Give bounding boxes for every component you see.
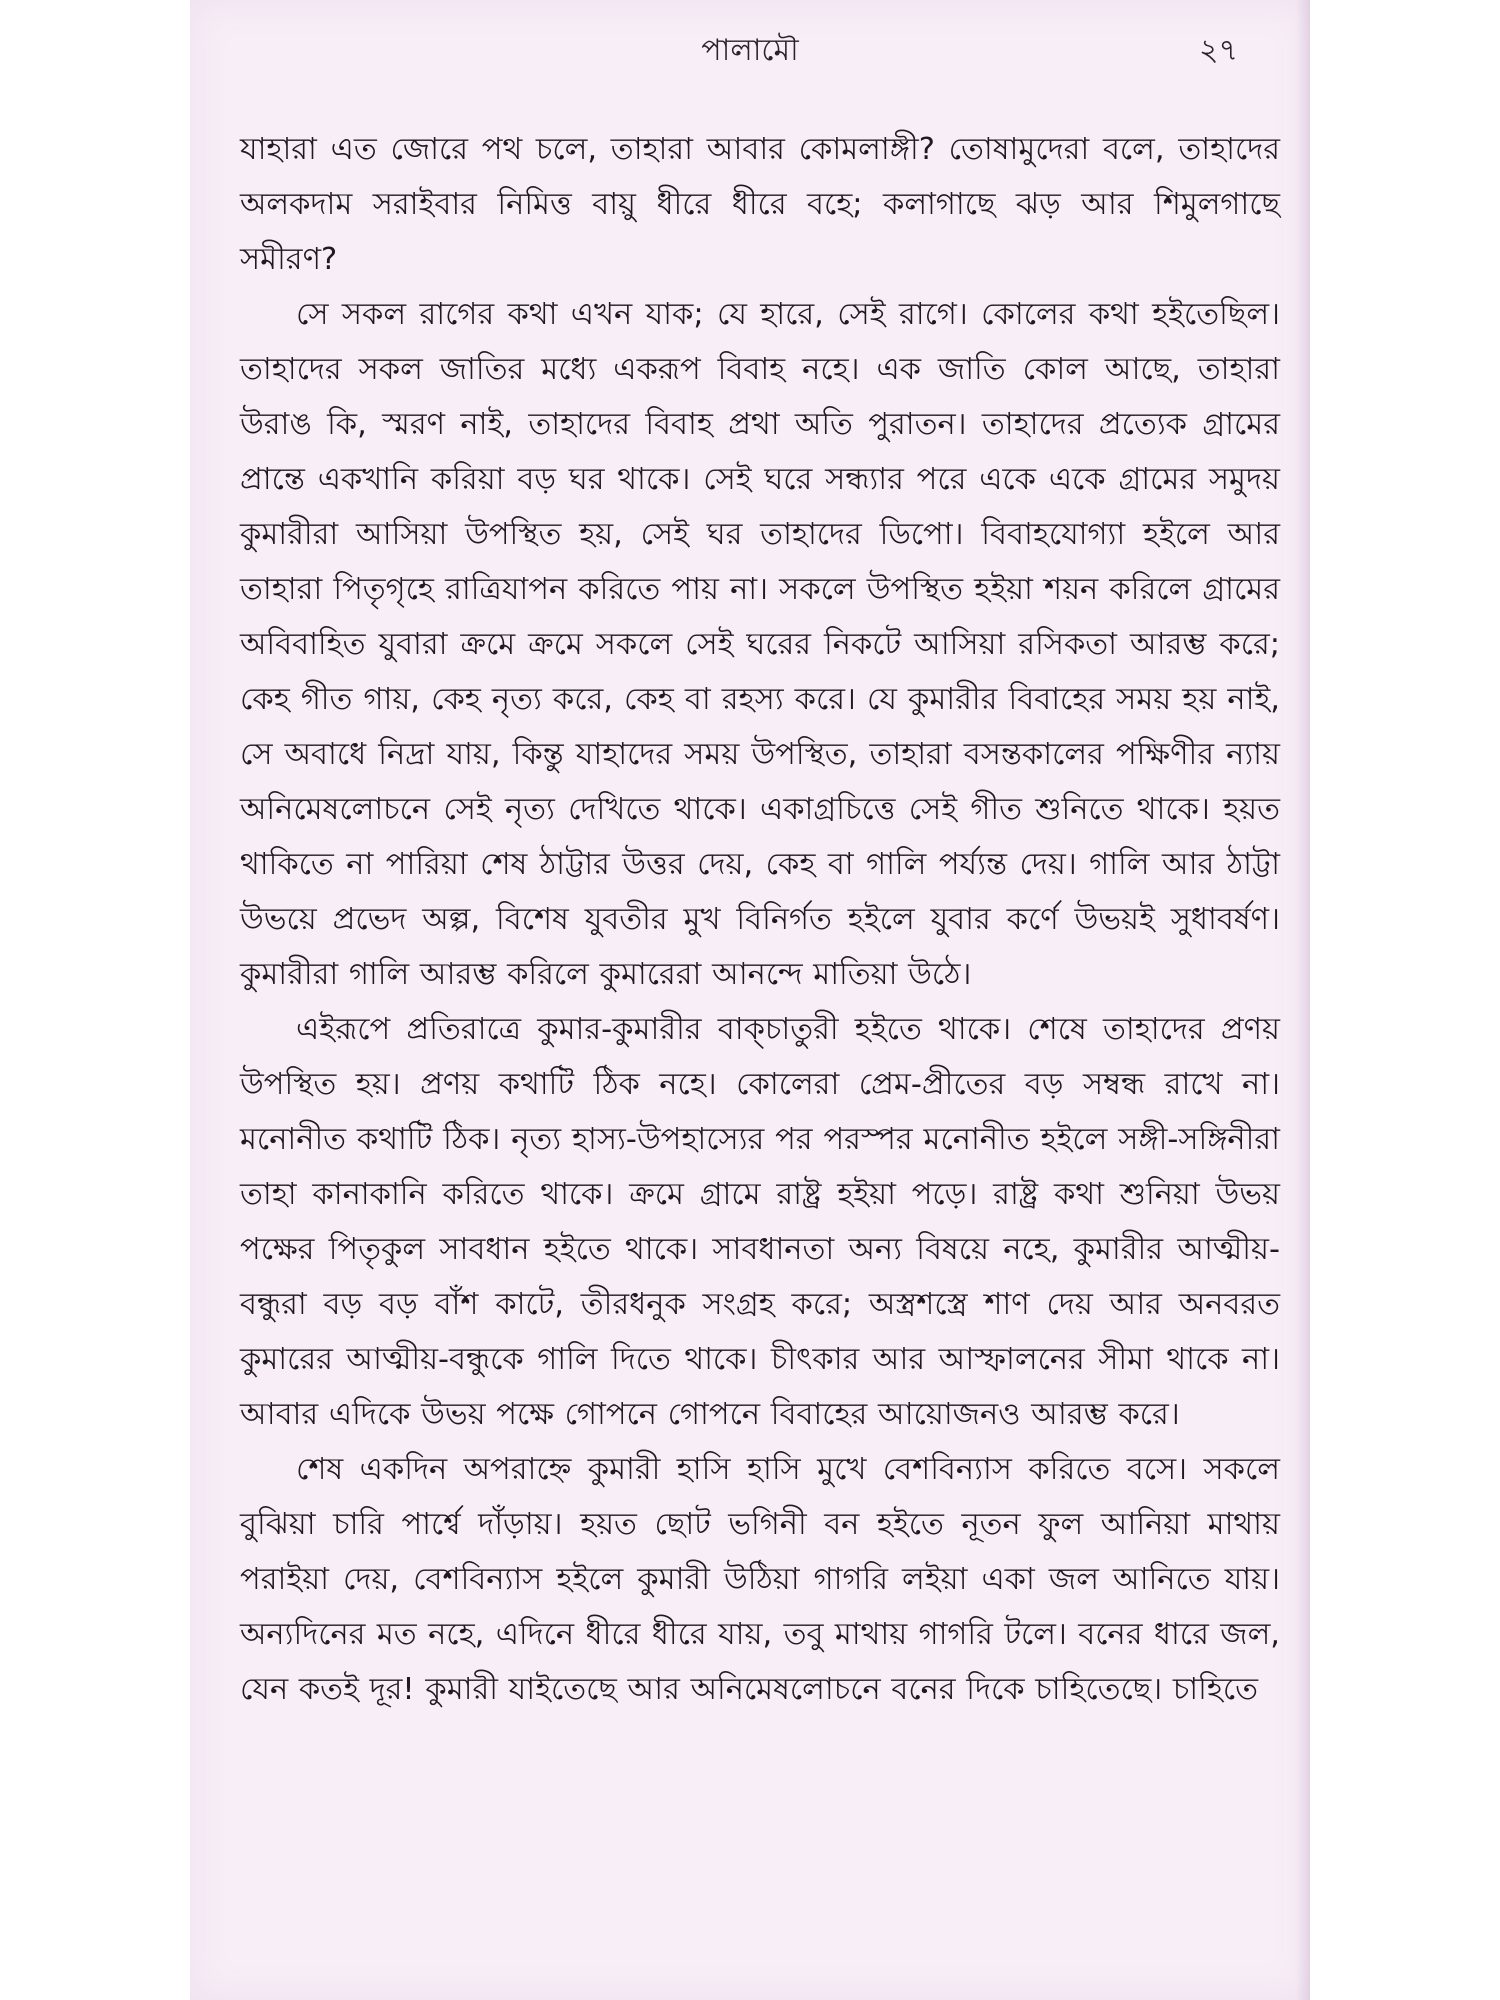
paragraph-1: যাহারা এত জোরে পথ চলে, তাহারা আবার কোমলাঙ্গী? তোষামুদেরা বলে, তাহাদের অলকদাম সরাইবার নিমিত্ত বায়ু ধীরে ধীরে বহে; কলাগাছে ঝড় আর শিমুলগাছে সমীরণ? — [240, 132, 1280, 277]
paragraph-2: সে সকল রাগের কথা এখন যাক; যে হারে, সেই রাগে। কোলের কথা হইতেছিল। তাহাদের সকল জাতির মধ্যে একরূপ বিবাহ নহে। এক জাতি কোল আছে, তাহারা উরাঙ কি, স্মরণ নাই, তাহাদের বিবাহ প্রথা অতি পুরাতন। তাহাদের প্রত্যেক গ্রামের প্রান্তে একখানি করিয়া বড় ঘর থাকে। সেই ঘরে সন্ধ্যার পরে একে একে গ্রামের সমুদয় কুমারীরা আসিয়া উপস্থিত হয়, সেই ঘর তাহাদের ডিপো। বিবাহযোগ্যা হইলে আর তাহারা পিতৃগৃহে রাত্রিযাপন করিতে পায় না। সকলে উপস্থিত হইয়া শয়ন করিলে গ্রামের অবিবাহিত যুবারা ক্রমে ক্রমে সকলে সেই ঘরের নিকটে আসিয়া রসিকতা আরম্ভ করে; কেহ গীত গায়, কেহ নৃত্য করে, কেহ বা রহস্য করে। যে কুমারীর বিবাহের সময় হয় নাই, সে অবাধে নিদ্রা যায়, কিন্তু যাহাদের সময় উপস্থিত, তাহারা বসন্তকালের পক্ষিণীর ন্যায় অনিমেষলোচনে সেই নৃত্য দেখিতে থাকে। একাগ্রচিত্তে সেই গীত শুনিতে থাকে। হয়ত থাকিতে না পারিয়া শেষ ঠাট্টার উত্তর দেয়, কেহ বা গালি পর্য্যন্ত দেয়। গালি আর ঠাট্টা উভয়ে প্রভেদ অল্প, বিশেষ যুবতীর মুখ বিনির্গত হইলে যুবার কর্ণে উভয়ই সুধাবর্ষণ। কুমারীরা গালি আরম্ভ করিলে কুমারেরা আনন্দে মাতিয়া উঠে। — [240, 297, 1280, 992]
body-text — [240, 122, 1280, 1717]
paragraph-3: এইরূপে প্রতিরাত্রে কুমার-কুমারীর বাক্চাতুরী হইতে থাকে। শেষে তাহাদের প্রণয় উপস্থিত হয়। প্রণয় কথাটি ঠিক নহে। কোলেরা প্রেম-প্রীতের বড় সম্বন্ধ রাখে না। মনোনীত কথাটি ঠিক। নৃত্য হাস্য-উপহাস্যের পর পরস্পর মনোনীত হইলে সঙ্গী-সঙ্গিনীরা তাহা কানাকানি করিতে থাকে। ক্রমে গ্রামে রাষ্ট্র হইয়া পড়ে। রাষ্ট্র কথা শুনিয়া উভয় পক্ষের পিতৃকুল সাবধান হইতে থাকে। সাবধানতা অন্য বিষয়ে নহে, কুমারীর আত্মীয়-বন্ধুরা বড় বড় বাঁশ কাটে, তীরধনুক সংগ্রহ করে; অস্ত্রশস্ত্রে শাণ দেয় আর অনবরত কুমারের আত্মীয়-বন্ধুকে গালি দিতে থাকে। চীৎকার আর আস্ফালনের সীমা থাকে না। আবার এদিকে উভয় পক্ষে গোপনে গোপনে বিবাহের আয়োজনও আরম্ভ করে। — [240, 1012, 1280, 1432]
book-page — [190, 0, 1310, 2000]
running-head — [190, 26, 1310, 76]
paragraph-4: শেষ একদিন অপরাহ্নে কুমারী হাসি হাসি মুখে বেশবিন্যাস করিতে বসে। সকলে বুঝিয়া চারি পার্শ্বে দাঁড়ায়। হয়ত ছোট ভগিনী বন হইতে নূতন ফুল আনিয়া মাথায় পরাইয়া দেয়, বেশবিন্যাস হইলে কুমারী উঠিয়া গাগরি লইয়া একা জল আনিতে যায়। অন্যদিনের মত নহে, এদিনে ধীরে ধীরে যায়, তবু মাথায় গাগরি টলে। বনের ধারে জল, যেন কতই দূর! কুমারী যাইতেছে আর অনিমেষলোচনে বনের দিকে চাহিতেছে। চাহিতে — [240, 1452, 1280, 1707]
page-number: ২৭ — [1198, 33, 1238, 68]
running-title: পালামৌ — [701, 33, 799, 68]
